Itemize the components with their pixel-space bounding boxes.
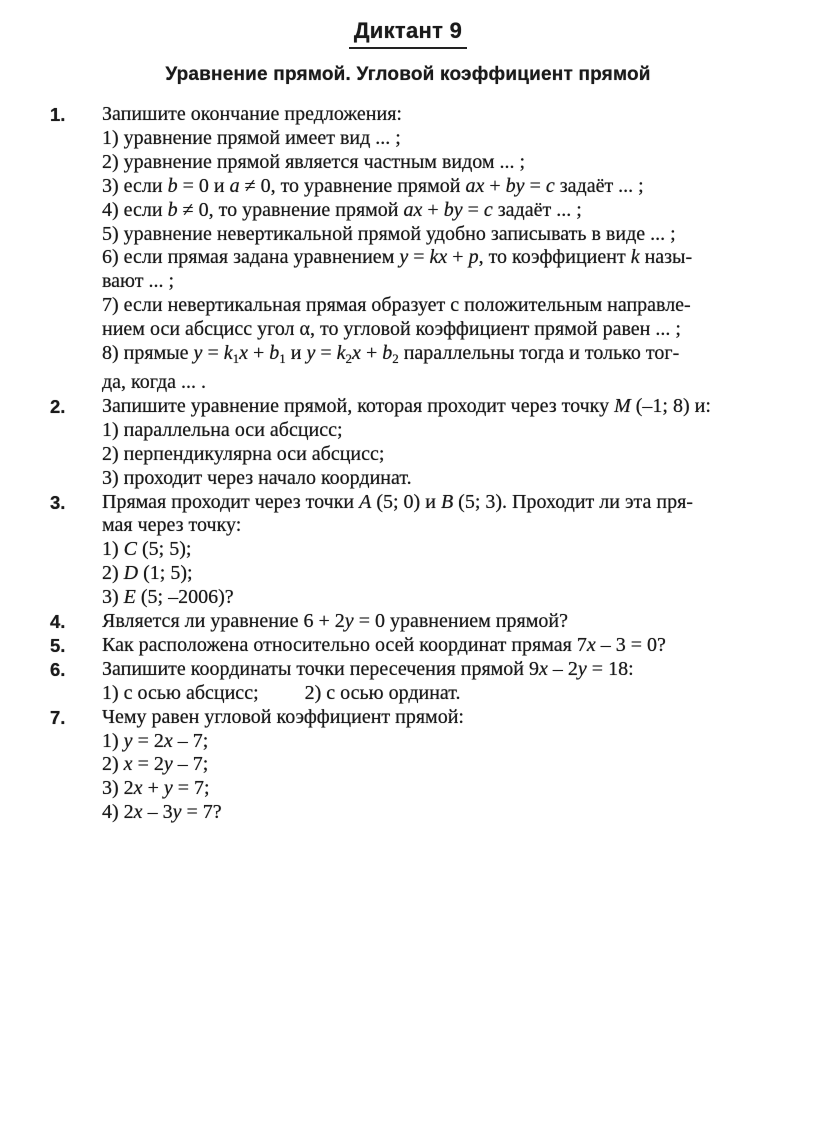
- worksheet-item: [0, 395, 816, 491]
- text-line: Как расположена относительно осей координат прямая 7x – 3 = 0?: [102, 633, 666, 656]
- text-line: Чему равен угловой коэффициент прямой:: [102, 705, 464, 728]
- text-line: мая через точку:: [102, 514, 242, 537]
- text-line: 2) уравнение прямой является частным видом ... ;: [102, 150, 526, 173]
- item-body: [102, 706, 816, 826]
- worksheet-item: [0, 103, 816, 395]
- text-line: 4) если b ≠ 0, то уравнение прямой ax + by = c задаёт ... ;: [102, 198, 582, 221]
- text-line: 1) параллельна оси абсцисс;: [102, 418, 343, 441]
- worksheet-item: [0, 491, 816, 611]
- item-body: [102, 491, 816, 611]
- worksheet-item: [0, 658, 816, 706]
- text-line: да, когда ... .: [102, 370, 207, 393]
- text-line: 3) 2x + y = 7;: [102, 777, 210, 800]
- text-line: 6) если прямая задана уравнением y = kx + p, то коэффициент k назы-: [102, 246, 693, 269]
- text-line: Запишите уравнение прямой, которая проходит через точку M (–1; 8) и:: [102, 394, 711, 417]
- title-row: [0, 18, 816, 49]
- text-line: Прямая проходит через точки A (5; 0) и B (5; 3). Проходит ли эта пря-: [102, 490, 693, 513]
- text-line: 2) D (1; 5);: [102, 562, 193, 585]
- item-number: 1.: [50, 104, 66, 125]
- doc-title: Диктант 9: [349, 18, 467, 49]
- text-line: 1) уравнение прямой имеет вид ... ;: [102, 126, 401, 149]
- text-line: нием оси абсцисс угол α, то угловой коэффициент прямой равен ... ;: [102, 318, 681, 341]
- text-line: Является ли уравнение 6 + 2y = 0 уравнением прямой?: [102, 610, 568, 633]
- item-number: 5.: [50, 634, 66, 656]
- text-line: 1) с осью абсцисс; 2) с осью ординат.: [102, 681, 461, 704]
- worksheet-item: [0, 706, 816, 826]
- text-line: Запишите окончание предложения:: [102, 103, 402, 125]
- item-body: [102, 634, 816, 658]
- item-number: 7.: [50, 706, 66, 728]
- item-body: [102, 395, 816, 491]
- text-line: 2) перпендикулярна оси абсцисс;: [102, 442, 385, 465]
- worksheet-item: [0, 610, 816, 634]
- items-list: [0, 103, 816, 825]
- text-line: 7) если невертикальная прямая образует с положительным направле-: [102, 294, 691, 317]
- doc-subtitle: Уравнение прямой. Угловой коэффициент прямой: [165, 64, 651, 85]
- item-body: [102, 610, 816, 634]
- item-number: 2.: [50, 395, 66, 417]
- text-line: вают ... ;: [102, 270, 175, 293]
- item-number: 4.: [50, 611, 66, 633]
- subtitle-row: [0, 64, 816, 86]
- text-line: Запишите координаты точки пересечения прямой 9x – 2y = 18:: [102, 657, 634, 680]
- text-line: 8) прямые $y = k_1x + b_1$ и $y = k_2x + b_2$ параллельны тогда и только тог-: [102, 342, 680, 367]
- text-line: 3) E (5; –2006)?: [102, 586, 234, 609]
- text-line: 1) C (5; 5);: [102, 538, 192, 561]
- item-number: 6.: [50, 658, 66, 680]
- item-body: [102, 658, 816, 706]
- item-body: [102, 103, 816, 395]
- text-line: 3) если b = 0 и a ≠ 0, то уравнение прямой ax + by = c задаёт ... ;: [102, 174, 644, 197]
- text-line: 4) 2x – 3y = 7?: [102, 801, 222, 824]
- text-line: 3) проходит через начало координат.: [102, 466, 412, 489]
- text-line: 5) уравнение невертикальной прямой удобно записывать в виде ... ;: [102, 222, 676, 245]
- item-number: 3.: [50, 491, 66, 513]
- text-line: 1) y = 2x – 7;: [102, 729, 209, 752]
- text-line: 2) x = 2y – 7;: [102, 753, 209, 776]
- worksheet-item: [0, 634, 816, 658]
